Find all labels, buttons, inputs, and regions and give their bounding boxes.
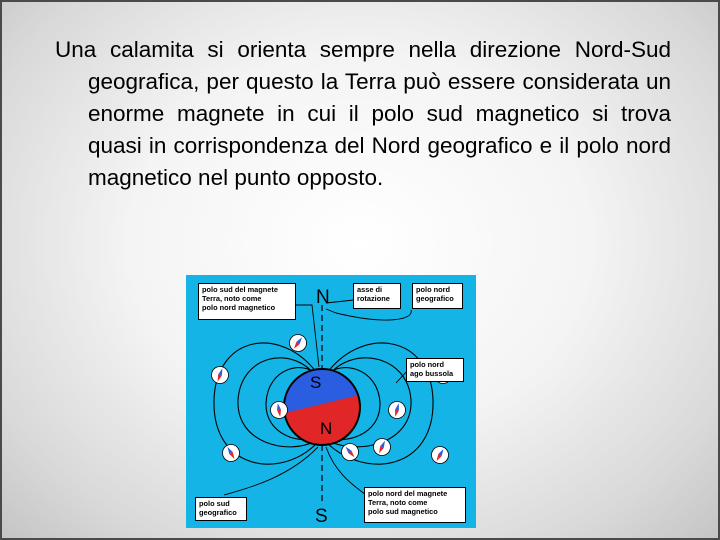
slide-body-text: Una calamita si orienta sempre nella direzione Nord-Sud geografica, per questo la Terra può essere considerata un enorme magnete in cui il polo sud magnetico si trova quasi in corrispondenza del Nord geografico e il polo nord magnetico nel punto opposto.: [55, 37, 671, 190]
geo-south-letter: S: [315, 506, 328, 527]
compass-needle-icon: [387, 400, 408, 421]
sphere-bottom-pole-letter: N: [320, 419, 333, 438]
label-geo-north-pole: polo nord geografico: [412, 283, 463, 309]
label-south-pole-earth: polo sud del magnete Terra, noto come polo nord magnetico: [198, 283, 296, 320]
label-geo-south-pole: polo sud geografico: [195, 497, 247, 521]
label-rotation-axis: asse di rotazione: [353, 283, 401, 309]
sphere-top-pole-letter: S: [310, 373, 322, 392]
compass-needle-icon: [428, 443, 451, 466]
compass-needle-icon: [371, 436, 394, 459]
label-north-pole-earth: polo nord del magnete Terra, noto come polo sud magnetico: [364, 487, 466, 523]
compass-needle-icon: [219, 441, 242, 464]
earth-sphere: [276, 355, 376, 475]
label-compass-north: polo nord ago bussola: [406, 358, 464, 382]
compass-needle-icon: [286, 331, 310, 355]
magnetic-earth-diagram: [186, 275, 476, 528]
geo-north-letter: N: [316, 287, 330, 308]
compass-needle-icon: [338, 440, 362, 464]
compass-needle-icon: [209, 364, 231, 386]
